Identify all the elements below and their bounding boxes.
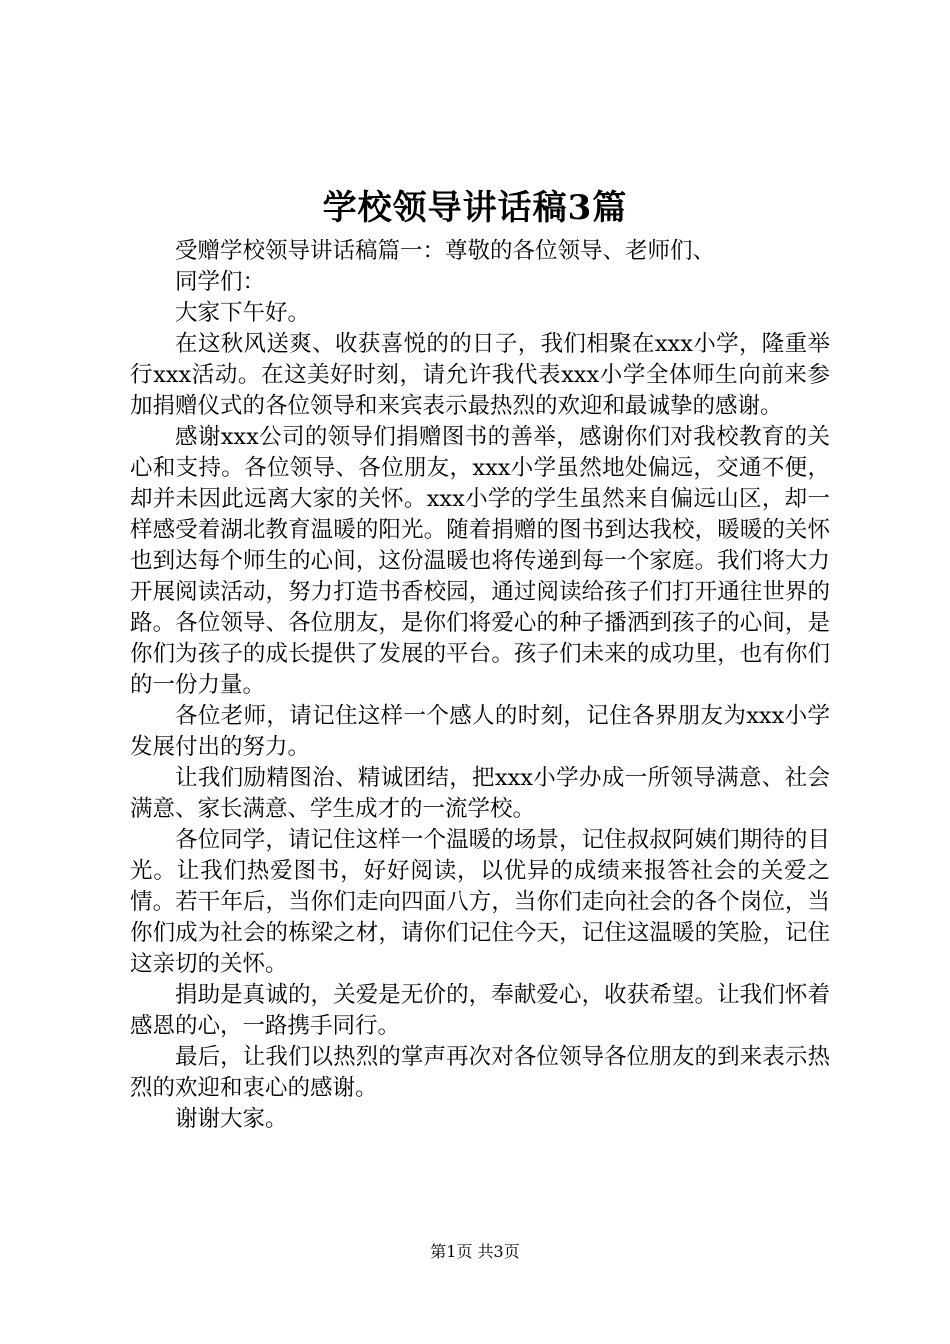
document-body (130, 236, 830, 1135)
paragraph-teachers: 各位老师，请记住这样一个感人的时刻，记住各界朋友为xxx小学发展付出的努力。 (130, 703, 830, 760)
document-title: 学校领导讲话稿3篇 (322, 188, 628, 228)
paragraph-donation: 捐助是真诚的，关爱是无价的，奉献爱心，收获希望。让我们怀着感恩的心，一路携手同行。 (130, 982, 830, 1039)
paragraph-closing: 最后，让我们以热烈的掌声再次对各位领导各位朋友的到来表示热烈的欢迎和衷心的感谢。 (130, 1044, 830, 1101)
paragraph-greeting: 受赠学校领导讲话稿篇一：尊敬的各位领导、老师们、 (175, 238, 716, 264)
page-footer: 第1页 共3页 (430, 1242, 520, 1261)
paragraph-students: 各位同学，请记住这样一个温暖的场景，记住叔叔阿姨们期待的目光。让我们热爱图书，好好阅读，以优异的成绩来报答社会的关爱之情。若干年后，当你们走向四面八方，当你们走向社会的各个岗位，当你们成为社会的栋梁之材，请你们记住今天，记住这温暖的笑脸，记住这亲切的关怀。 (130, 827, 830, 977)
paragraph-hello: 大家下午好。 (175, 300, 311, 326)
paragraph-goal: 让我们励精图治、精诚团结，把xxx小学办成一所领导满意、社会满意、家长满意、学生成才的一流学校。 (130, 765, 830, 822)
paragraph-thanks: 感谢xxx公司的领导们捐赠图书的善举，感谢你们对我校教育的关心和支持。各位领导、各位朋友，xxx小学虽然地处偏远，交通不便，却并未因此远离大家的关怀。xxx小学的学生虽然来自偏远山区，却一样感受着湖北教育温暖的阳光。随着捐赠的图书到达我校，暖暖的关怀也到达每个师生的心间，这份温暖也将传递到每一个家庭。我们将大力开展阅读活动，努力打造书香校园，通过阅读给孩子们打开通往世界的路。各位领导、各位朋友，是你们将爱心的种子播洒到孩子的心间，是你们为孩子的成长提供了发展的平台。孩子们未来的成功里，也有你们的一份力量。 (130, 424, 830, 698)
paragraph-greeting-cont: 同学们： (175, 269, 266, 295)
paragraph-welcome: 在这秋风送爽、收获喜悦的的日子，我们相聚在xxx小学，隆重举行xxx活动。在这美好时刻，请允许我代表xxx小学全体师生向前来参加捐赠仪式的各位领导和来宾表示最热烈的欢迎和最诚挚的感谢。 (130, 331, 830, 419)
paragraph-thankyou: 谢谢大家。 (175, 1106, 288, 1132)
